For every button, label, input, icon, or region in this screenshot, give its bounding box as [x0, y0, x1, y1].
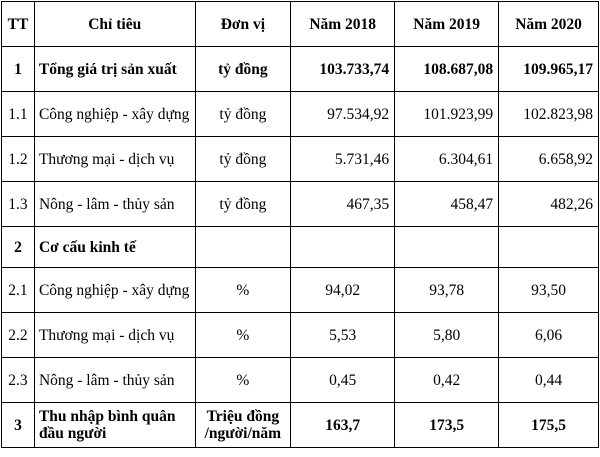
cell-2018: 5.731,46 — [291, 137, 395, 182]
cell-tt: 2.2 — [2, 313, 35, 358]
cell-2020: 6.658,92 — [499, 137, 599, 182]
cell-2019: 108.687,08 — [395, 47, 499, 92]
cell-name: Thương mại - dịch vụ — [34, 313, 195, 358]
table-header-row — [2, 2, 599, 47]
table-row — [2, 227, 599, 268]
cell-unit: tỷ đồng — [195, 137, 291, 182]
table-row — [2, 403, 599, 448]
cell-tt: 1.3 — [2, 182, 35, 227]
cell-name: Công nghiệp - xây dựng — [34, 92, 195, 137]
cell-tt: 2.1 — [2, 268, 35, 313]
table-row — [2, 137, 599, 182]
cell-2019: 6.304,61 — [395, 137, 499, 182]
header-unit: Đơn vị — [195, 2, 291, 47]
cell-unit: % — [195, 268, 291, 313]
header-2020: Năm 2020 — [499, 2, 599, 47]
cell-tt: 1.2 — [2, 137, 35, 182]
cell-unit — [195, 227, 291, 268]
cell-unit: % — [195, 313, 291, 358]
cell-name: Tổng giá trị sản xuất — [34, 47, 195, 92]
cell-name: Thu nhập bình quân đầu người — [34, 403, 195, 448]
cell-2020 — [499, 227, 599, 268]
cell-2019: 101.923,99 — [395, 92, 499, 137]
cell-2020: 102.823,98 — [499, 92, 599, 137]
cell-2018 — [291, 227, 395, 268]
cell-2018: 0,45 — [291, 358, 395, 403]
cell-unit: % — [195, 358, 291, 403]
cell-2019: 5,80 — [395, 313, 499, 358]
cell-2018: 94,02 — [291, 268, 395, 313]
cell-2019: 458,47 — [395, 182, 499, 227]
table-row — [2, 268, 599, 313]
cell-unit: tỷ đồng — [195, 47, 291, 92]
cell-2018: 163,7 — [291, 403, 395, 448]
table-row — [2, 182, 599, 227]
cell-name: Cơ cấu kinh tế — [34, 227, 195, 268]
table-row — [2, 313, 599, 358]
cell-2019 — [395, 227, 499, 268]
table-row — [2, 47, 599, 92]
cell-unit: Triệu đồng /người/năm — [195, 403, 291, 448]
statistics-table — [1, 1, 599, 448]
cell-2019: 0,42 — [395, 358, 499, 403]
cell-name: Nông - lâm - thủy sản — [34, 358, 195, 403]
cell-2020: 109.965,17 — [499, 47, 599, 92]
cell-tt: 1.1 — [2, 92, 35, 137]
cell-unit: tỷ đồng — [195, 182, 291, 227]
header-tt: TT — [2, 2, 35, 47]
cell-2018: 5,53 — [291, 313, 395, 358]
cell-2018: 467,35 — [291, 182, 395, 227]
header-name: Chỉ tiêu — [34, 2, 195, 47]
cell-tt: 2 — [2, 227, 35, 268]
header-2019: Năm 2019 — [395, 2, 499, 47]
cell-2020: 482,26 — [499, 182, 599, 227]
cell-name: Nông - lâm - thủy sản — [34, 182, 195, 227]
cell-tt: 1 — [2, 47, 35, 92]
table-row — [2, 92, 599, 137]
header-2018: Năm 2018 — [291, 2, 395, 47]
cell-2018: 97.534,92 — [291, 92, 395, 137]
cell-name: Thương mại - dịch vụ — [34, 137, 195, 182]
cell-2020: 175,5 — [499, 403, 599, 448]
cell-2020: 6,06 — [499, 313, 599, 358]
cell-2019: 93,78 — [395, 268, 499, 313]
table-row — [2, 358, 599, 403]
cell-2019: 173,5 — [395, 403, 499, 448]
cell-tt: 3 — [2, 403, 35, 448]
cell-2020: 0,44 — [499, 358, 599, 403]
cell-2020: 93,50 — [499, 268, 599, 313]
cell-2018: 103.733,74 — [291, 47, 395, 92]
cell-unit: tỷ đồng — [195, 92, 291, 137]
cell-name: Công nghiệp - xây dựng — [34, 268, 195, 313]
cell-tt: 2.3 — [2, 358, 35, 403]
